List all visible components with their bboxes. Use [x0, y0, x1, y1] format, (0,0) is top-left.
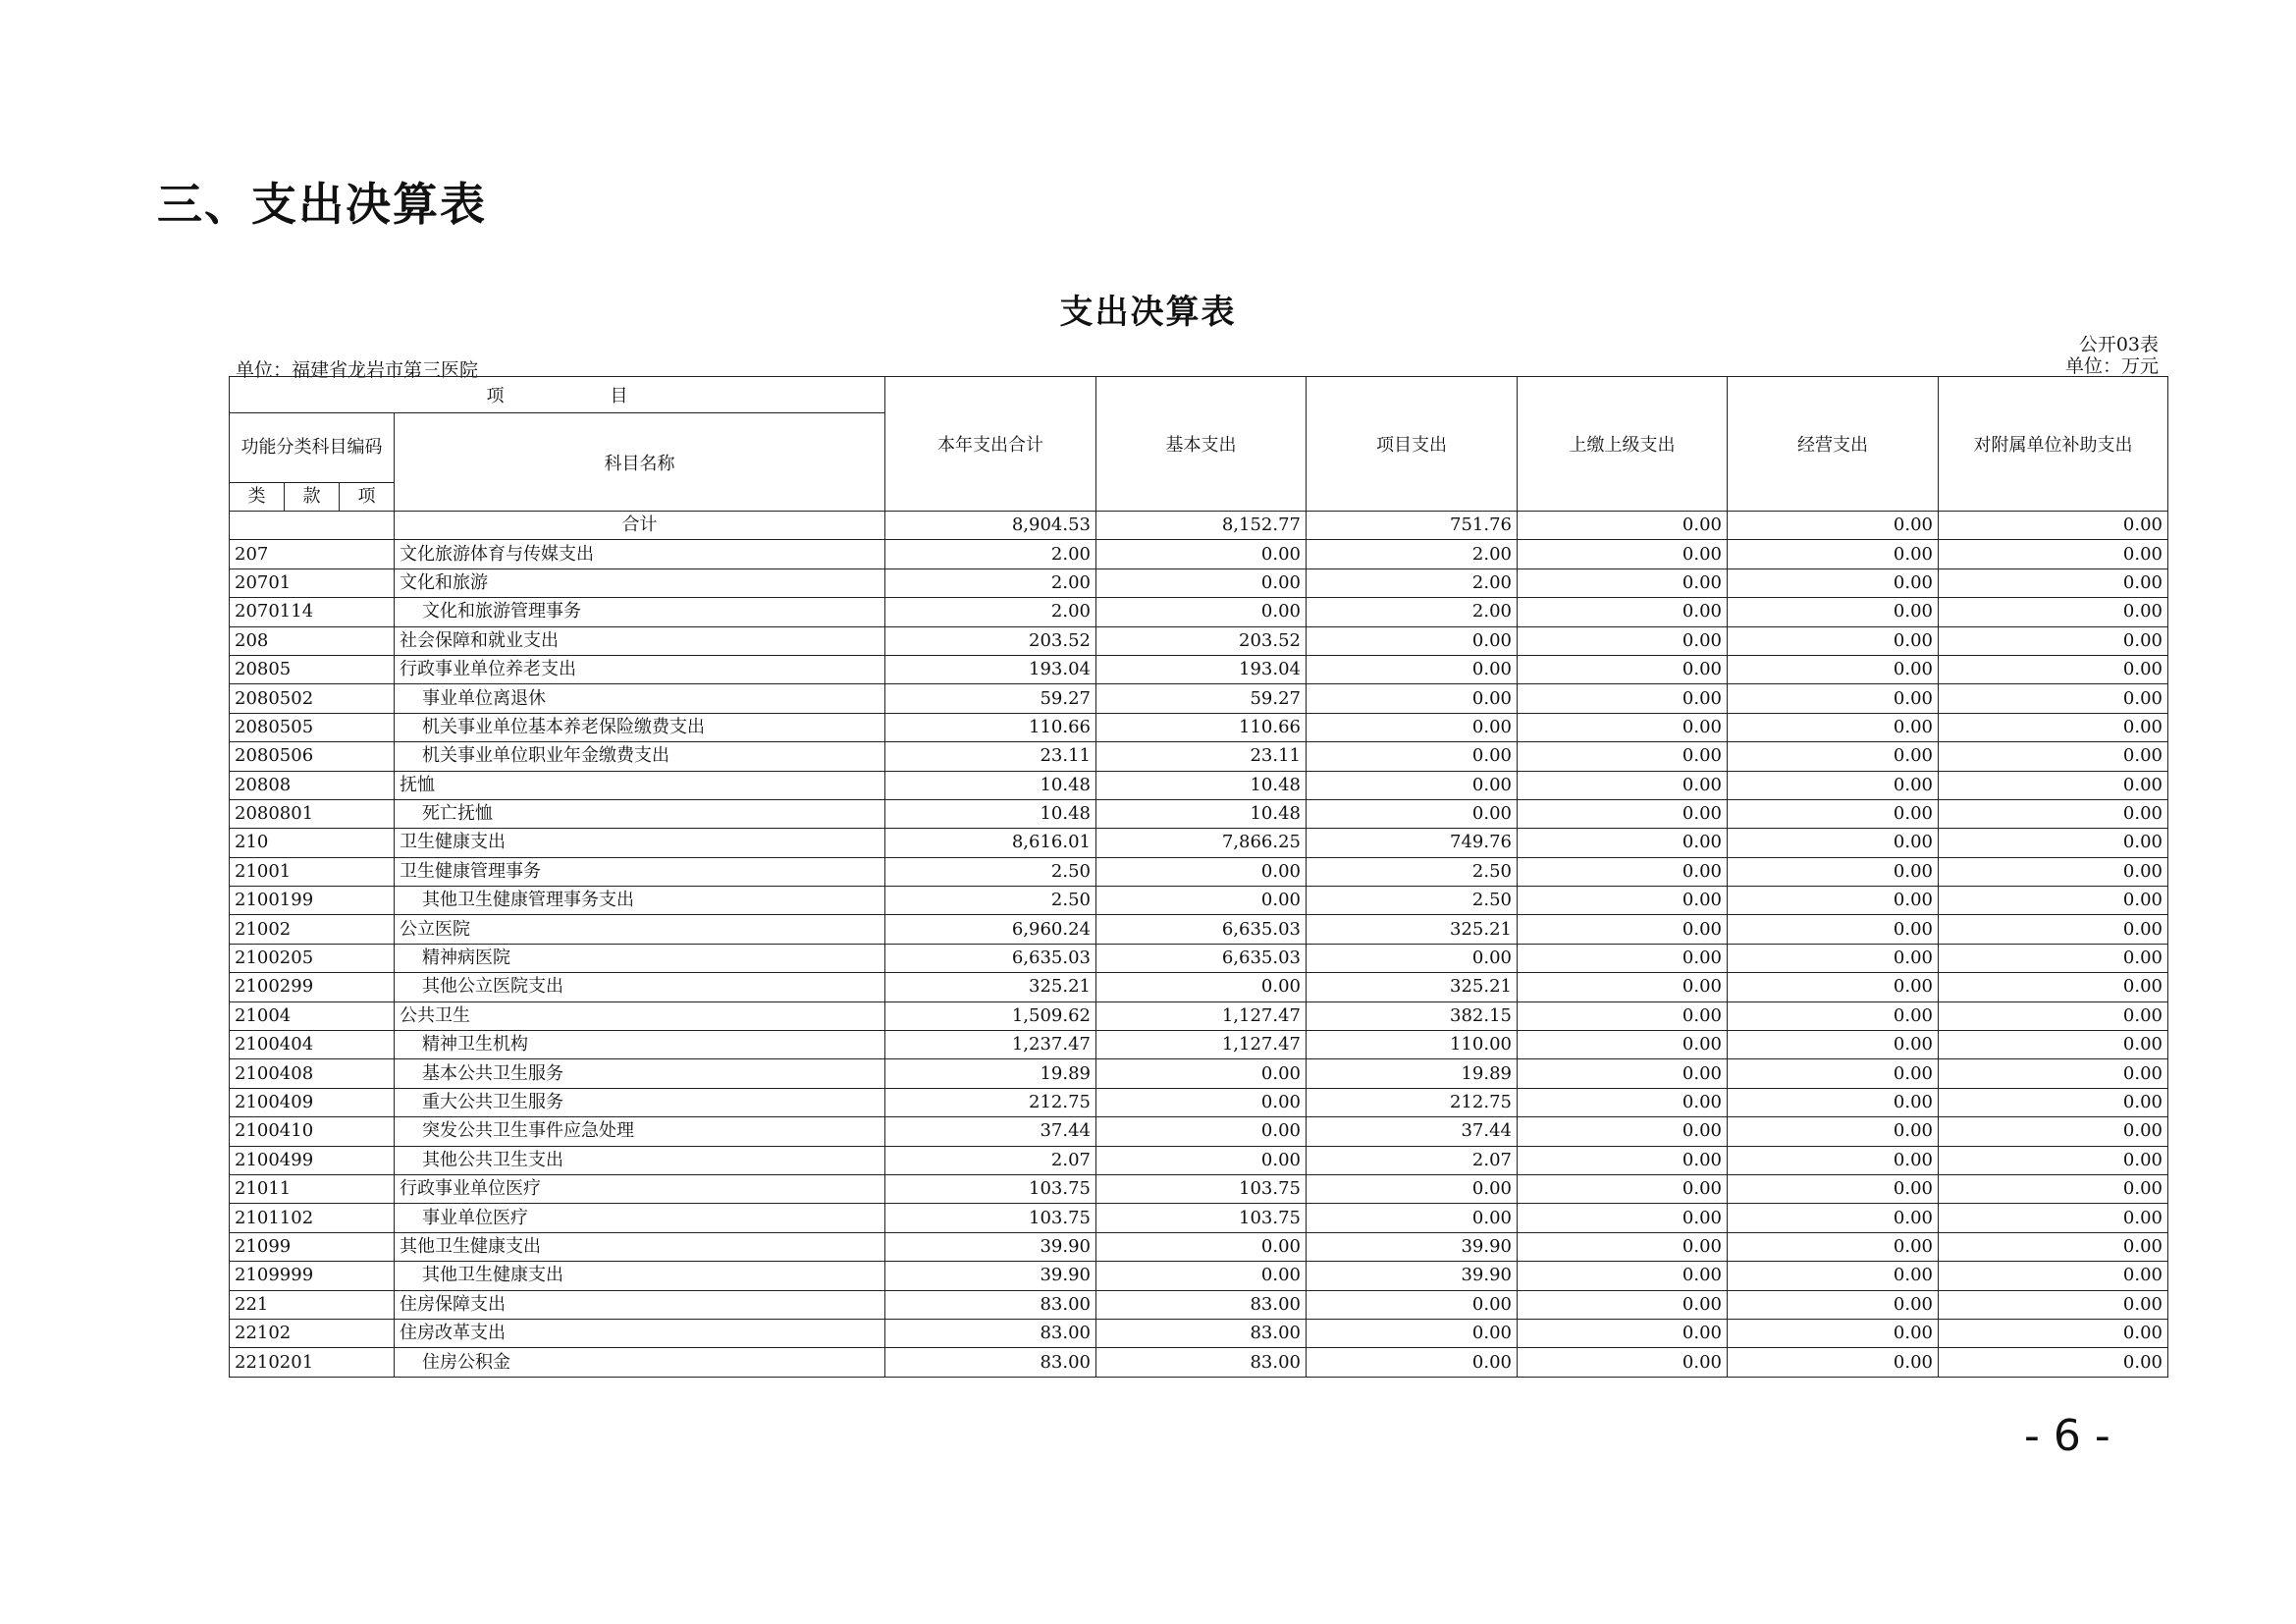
code-cell: 210: [230, 829, 395, 857]
value-cell: 0.00: [1518, 799, 1728, 828]
value-cell: 0.00: [1518, 1348, 1728, 1377]
value-cell: 0.00: [1939, 1319, 2168, 1347]
value-cell: 1,509.62: [885, 1001, 1096, 1030]
value-cell: 0.00: [1518, 829, 1728, 857]
code-cell: 2080502: [230, 684, 395, 713]
code-cell: 2080801: [230, 799, 395, 828]
table-row: [230, 915, 2168, 944]
form-code: 公开03表: [2078, 334, 2159, 355]
value-cell: 0.00: [1939, 1146, 2168, 1174]
value-cell: 0.00: [1518, 915, 1728, 944]
value-cell: 1,127.47: [1096, 1031, 1307, 1059]
table-row: [230, 1232, 2168, 1261]
table-row: [230, 1204, 2168, 1232]
table-row: [230, 568, 2168, 597]
value-cell: 0.00: [1939, 915, 2168, 944]
value-cell: 0.00: [1728, 915, 1939, 944]
value-cell: 0.00: [1939, 1001, 2168, 1030]
value-cell: 0.00: [1518, 1232, 1728, 1261]
value-cell: 0.00: [1939, 598, 2168, 626]
total-value: 0.00: [1728, 512, 1939, 540]
value-cell: 0.00: [1939, 1290, 2168, 1319]
value-cell: 0.00: [1939, 1262, 2168, 1290]
table-row: [230, 1290, 2168, 1319]
code-cell: 21099: [230, 1232, 395, 1261]
value-cell: 0.00: [1518, 540, 1728, 568]
col-header-subsidy: 对附属单位补助支出: [1939, 377, 2168, 512]
value-cell: 103.75: [885, 1174, 1096, 1203]
value-cell: 0.00: [1307, 1319, 1518, 1347]
value-cell: 23.11: [1096, 742, 1307, 771]
value-cell: 83.00: [885, 1290, 1096, 1319]
code-cell: 2100499: [230, 1146, 395, 1174]
value-cell: 0.00: [1096, 1059, 1307, 1088]
xiang-label: 项: [357, 486, 376, 507]
code-cell: 20808: [230, 771, 395, 799]
value-cell: 0.00: [1518, 1001, 1728, 1030]
expenditure-table: [229, 376, 2168, 1378]
value-cell: 0.00: [1518, 771, 1728, 799]
name-cell: 卫生健康管理事务: [395, 857, 885, 886]
code-cell: 21002: [230, 915, 395, 944]
value-cell: 0.00: [1939, 944, 2168, 972]
value-cell: 382.15: [1307, 1001, 1518, 1030]
value-cell: 0.00: [1518, 1088, 1728, 1116]
name-cell: 其他公共卫生支出: [395, 1146, 885, 1174]
value-cell: 0.00: [1307, 944, 1518, 972]
code-cell: 21004: [230, 1001, 395, 1030]
code-cell: 2100409: [230, 1088, 395, 1116]
value-cell: 6,635.03: [1096, 915, 1307, 944]
name-cell: 住房公积金: [395, 1348, 885, 1377]
value-cell: 0.00: [1939, 857, 2168, 886]
value-cell: 2.50: [885, 857, 1096, 886]
value-cell: 0.00: [1939, 1059, 2168, 1088]
item-header: 项 目: [230, 377, 885, 413]
value-cell: 0.00: [1939, 713, 2168, 741]
col-header-operating: 经营支出: [1728, 377, 1939, 512]
value-cell: 0.00: [1307, 655, 1518, 683]
name-col-header: 科目名称: [395, 413, 885, 512]
value-cell: 0.00: [1518, 887, 1728, 915]
value-cell: 10.48: [1096, 771, 1307, 799]
page-number: - 6 -: [2024, 1411, 2110, 1461]
table-row: [230, 829, 2168, 857]
table-row: [230, 1262, 2168, 1290]
table-row: [230, 887, 2168, 915]
total-value: 0.00: [1939, 512, 2168, 540]
value-cell: 0.00: [1939, 540, 2168, 568]
value-cell: 0.00: [1096, 1117, 1307, 1146]
value-cell: 0.00: [1728, 540, 1939, 568]
table-row: [230, 1348, 2168, 1377]
value-cell: 0.00: [1939, 887, 2168, 915]
code-cell: 21001: [230, 857, 395, 886]
value-cell: 0.00: [1096, 1232, 1307, 1261]
value-cell: 0.00: [1728, 742, 1939, 771]
value-cell: 0.00: [1939, 771, 2168, 799]
value-cell: 2.00: [885, 568, 1096, 597]
value-cell: 6,635.03: [885, 944, 1096, 972]
value-cell: 212.75: [1307, 1088, 1518, 1116]
value-cell: 2.00: [1307, 540, 1518, 568]
name-cell: 事业单位离退休: [395, 684, 885, 713]
value-cell: 0.00: [1939, 1088, 2168, 1116]
value-cell: 0.00: [1518, 1117, 1728, 1146]
value-cell: 0.00: [1728, 598, 1939, 626]
table-row: [230, 973, 2168, 1001]
value-cell: 2.07: [885, 1146, 1096, 1174]
table-row: [230, 1001, 2168, 1030]
section-heading: 三、支出决算表: [157, 178, 487, 231]
value-cell: 110.66: [1096, 713, 1307, 741]
value-cell: 23.11: [885, 742, 1096, 771]
value-cell: 0.00: [1096, 598, 1307, 626]
value-cell: 1,127.47: [1096, 1001, 1307, 1030]
code-cell: 20805: [230, 655, 395, 683]
col-header-remit: 上缴上级支出: [1518, 377, 1728, 512]
name-cell: 其他卫生健康管理事务支出: [395, 887, 885, 915]
code-cell: 2100410: [230, 1117, 395, 1146]
value-cell: 10.48: [885, 771, 1096, 799]
name-cell: 精神病医院: [395, 944, 885, 972]
value-cell: 193.04: [1096, 655, 1307, 683]
value-cell: 2.00: [885, 598, 1096, 626]
value-cell: 0.00: [1518, 1059, 1728, 1088]
table-row: [230, 742, 2168, 771]
value-cell: 0.00: [1939, 655, 2168, 683]
value-cell: 0.00: [1096, 857, 1307, 886]
value-cell: 325.21: [1307, 973, 1518, 1001]
value-cell: 0.00: [1728, 829, 1939, 857]
value-cell: 212.75: [885, 1088, 1096, 1116]
value-cell: 0.00: [1728, 1174, 1939, 1203]
value-cell: 0.00: [1307, 1174, 1518, 1203]
value-cell: 0.00: [1939, 1174, 2168, 1203]
value-cell: 0.00: [1939, 829, 2168, 857]
total-value: 8,152.77: [1096, 512, 1307, 540]
kuan-label: 款: [285, 483, 340, 511]
value-cell: 39.90: [1307, 1232, 1518, 1261]
name-cell: 其他卫生健康支出: [395, 1232, 885, 1261]
value-cell: 0.00: [1307, 1348, 1518, 1377]
value-cell: 0.00: [1518, 655, 1728, 683]
value-cell: 2.00: [1307, 598, 1518, 626]
value-cell: 2.07: [1307, 1146, 1518, 1174]
name-cell: 基本公共卫生服务: [395, 1059, 885, 1088]
code-cell: 2100404: [230, 1031, 395, 1059]
value-cell: 0.00: [1518, 713, 1728, 741]
value-cell: 193.04: [885, 655, 1096, 683]
code-cell: 2100205: [230, 944, 395, 972]
table-row: [230, 799, 2168, 828]
value-cell: 0.00: [1096, 1146, 1307, 1174]
value-cell: 83.00: [885, 1348, 1096, 1377]
code-col-header: 功能分类科目编码: [230, 413, 395, 483]
value-cell: 0.00: [1307, 1290, 1518, 1319]
value-cell: 2.50: [1307, 887, 1518, 915]
value-cell: 0.00: [1939, 973, 2168, 1001]
total-code-cell: [230, 512, 395, 540]
value-cell: 0.00: [1728, 568, 1939, 597]
value-cell: 0.00: [1939, 1232, 2168, 1261]
value-cell: 0.00: [1307, 1204, 1518, 1232]
table-row: [230, 626, 2168, 655]
code-cell: 2080506: [230, 742, 395, 771]
value-cell: 2.50: [885, 887, 1096, 915]
value-cell: 0.00: [1728, 1001, 1939, 1030]
code-cell: 2109999: [230, 1262, 395, 1290]
value-cell: 325.21: [885, 973, 1096, 1001]
table-row: [230, 540, 2168, 568]
table-body: [230, 512, 2168, 1378]
value-cell: 0.00: [1728, 1146, 1939, 1174]
value-cell: 103.75: [1096, 1204, 1307, 1232]
value-cell: 0.00: [1939, 626, 2168, 655]
value-cell: 0.00: [1728, 1262, 1939, 1290]
value-cell: 0.00: [1518, 568, 1728, 597]
value-cell: 0.00: [1939, 684, 2168, 713]
code-cell: 2100299: [230, 973, 395, 1001]
total-row: [230, 512, 2168, 540]
value-cell: 0.00: [1096, 540, 1307, 568]
name-cell: 机关事业单位职业年金缴费支出: [395, 742, 885, 771]
table-row: [230, 1146, 2168, 1174]
col-header-project: 项目支出: [1307, 377, 1518, 512]
value-cell: 83.00: [1096, 1319, 1307, 1347]
value-cell: 0.00: [1518, 1174, 1728, 1203]
value-cell: 10.48: [885, 799, 1096, 828]
value-cell: 0.00: [1728, 973, 1939, 1001]
name-cell: 行政事业单位养老支出: [395, 655, 885, 683]
name-cell: 文化旅游体育与传媒支出: [395, 540, 885, 568]
value-cell: 0.00: [1728, 1319, 1939, 1347]
value-cell: 2.00: [885, 540, 1096, 568]
value-cell: 110.00: [1307, 1031, 1518, 1059]
code-cell: 20701: [230, 568, 395, 597]
value-cell: 0.00: [1939, 1117, 2168, 1146]
value-cell: 0.00: [1939, 1204, 2168, 1232]
name-cell: 抚恤: [395, 771, 885, 799]
value-cell: 0.00: [1728, 1232, 1939, 1261]
value-cell: 37.44: [1307, 1117, 1518, 1146]
name-cell: 重大公共卫生服务: [395, 1088, 885, 1116]
value-cell: 103.75: [1096, 1174, 1307, 1203]
value-cell: 10.48: [1096, 799, 1307, 828]
value-cell: 0.00: [1096, 887, 1307, 915]
code-cell: 2080505: [230, 713, 395, 741]
value-cell: 39.90: [885, 1262, 1096, 1290]
value-cell: 0.00: [1307, 684, 1518, 713]
value-cell: 0.00: [1728, 771, 1939, 799]
value-cell: 83.00: [885, 1319, 1096, 1347]
value-cell: 0.00: [1728, 1348, 1939, 1377]
value-cell: 0.00: [1518, 973, 1728, 1001]
value-cell: 0.00: [1518, 1146, 1728, 1174]
org-label: 单位：福建省龙岩市第三医院: [236, 359, 479, 381]
total-value: 0.00: [1518, 512, 1728, 540]
unit-label: 单位：万元: [2064, 355, 2159, 377]
value-cell: 6,960.24: [885, 915, 1096, 944]
name-cell: 其他卫生健康支出: [395, 1262, 885, 1290]
table-row: [230, 857, 2168, 886]
value-cell: 0.00: [1518, 1319, 1728, 1347]
value-cell: 39.90: [885, 1232, 1096, 1261]
value-cell: 0.00: [1518, 1031, 1728, 1059]
value-cell: 83.00: [1096, 1290, 1307, 1319]
value-cell: 0.00: [1728, 1117, 1939, 1146]
name-cell: 死亡抚恤: [395, 799, 885, 828]
name-cell: 行政事业单位医疗: [395, 1174, 885, 1203]
name-cell: 精神卫生机构: [395, 1031, 885, 1059]
value-cell: 1,237.47: [885, 1031, 1096, 1059]
value-cell: 0.00: [1728, 1088, 1939, 1116]
name-cell: 文化和旅游: [395, 568, 885, 597]
value-cell: 0.00: [1518, 944, 1728, 972]
value-cell: 59.27: [885, 684, 1096, 713]
value-cell: 0.00: [1939, 799, 2168, 828]
col-header-basic: 基本支出: [1096, 377, 1307, 512]
code-cell: 208: [230, 626, 395, 655]
name-cell: 住房保障支出: [395, 1290, 885, 1319]
value-cell: 325.21: [1307, 915, 1518, 944]
value-cell: 749.76: [1307, 829, 1518, 857]
value-cell: 0.00: [1307, 713, 1518, 741]
value-cell: 19.89: [885, 1059, 1096, 1088]
value-cell: 0.00: [1728, 684, 1939, 713]
code-cell: 207: [230, 540, 395, 568]
col-header-total: 本年支出合计: [885, 377, 1096, 512]
value-cell: 203.52: [885, 626, 1096, 655]
table-row: [230, 944, 2168, 972]
name-cell: 社会保障和就业支出: [395, 626, 885, 655]
name-cell: 公共卫生: [395, 1001, 885, 1030]
table-row: [230, 684, 2168, 713]
value-cell: 0.00: [1939, 1031, 2168, 1059]
value-cell: 0.00: [1728, 1204, 1939, 1232]
value-cell: 203.52: [1096, 626, 1307, 655]
table-row: [230, 771, 2168, 799]
value-cell: 0.00: [1728, 1290, 1939, 1319]
value-cell: 0.00: [1728, 1059, 1939, 1088]
value-cell: 0.00: [1728, 1031, 1939, 1059]
value-cell: 0.00: [1939, 1348, 2168, 1377]
value-cell: 0.00: [1518, 1204, 1728, 1232]
value-cell: 0.00: [1518, 1262, 1728, 1290]
code-cell: 21011: [230, 1174, 395, 1203]
value-cell: 0.00: [1939, 742, 2168, 771]
value-cell: 0.00: [1307, 742, 1518, 771]
value-cell: 0.00: [1728, 655, 1939, 683]
code-cell: 22102: [230, 1319, 395, 1347]
total-value: 751.76: [1307, 512, 1518, 540]
value-cell: 0.00: [1307, 626, 1518, 655]
value-cell: 0.00: [1728, 944, 1939, 972]
table-row: [230, 1088, 2168, 1116]
value-cell: 110.66: [885, 713, 1096, 741]
code-cell: 2100199: [230, 887, 395, 915]
name-cell: 公立医院: [395, 915, 885, 944]
value-cell: 0.00: [1728, 799, 1939, 828]
value-cell: 2.50: [1307, 857, 1518, 886]
name-cell: 事业单位医疗: [395, 1204, 885, 1232]
value-cell: 0.00: [1728, 626, 1939, 655]
value-cell: 0.00: [1518, 684, 1728, 713]
value-cell: 0.00: [1096, 568, 1307, 597]
code-cell: 2210201: [230, 1348, 395, 1377]
name-cell: 卫生健康支出: [395, 829, 885, 857]
name-cell: 机关事业单位基本养老保险缴费支出: [395, 713, 885, 741]
value-cell: 39.90: [1307, 1262, 1518, 1290]
value-cell: 0.00: [1518, 626, 1728, 655]
lei-kuan-xiang-header: [230, 483, 395, 512]
table-row: [230, 1031, 2168, 1059]
name-cell: 突发公共卫生事件应急处理: [395, 1117, 885, 1146]
value-cell: 0.00: [1728, 887, 1939, 915]
value-cell: 0.00: [1307, 799, 1518, 828]
name-cell: 住房改革支出: [395, 1319, 885, 1347]
table-title: 支出决算表: [1059, 293, 1237, 332]
value-cell: 19.89: [1307, 1059, 1518, 1088]
name-cell: 其他公立医院支出: [395, 973, 885, 1001]
value-cell: 0.00: [1096, 1262, 1307, 1290]
name-cell: 文化和旅游管理事务: [395, 598, 885, 626]
code-cell: 2100408: [230, 1059, 395, 1088]
total-value: 8,904.53: [885, 512, 1096, 540]
value-cell: 0.00: [1096, 973, 1307, 1001]
value-cell: 37.44: [885, 1117, 1096, 1146]
value-cell: 8,616.01: [885, 829, 1096, 857]
value-cell: 0.00: [1518, 598, 1728, 626]
value-cell: 0.00: [1307, 771, 1518, 799]
table-row: [230, 1117, 2168, 1146]
value-cell: 6,635.03: [1096, 944, 1307, 972]
table-row: [230, 1319, 2168, 1347]
value-cell: 0.00: [1939, 568, 2168, 597]
value-cell: 7,866.25: [1096, 829, 1307, 857]
value-cell: 59.27: [1096, 684, 1307, 713]
value-cell: 0.00: [1518, 1290, 1728, 1319]
code-cell: 221: [230, 1290, 395, 1319]
value-cell: 0.00: [1728, 713, 1939, 741]
lei-label: 类: [230, 483, 285, 511]
value-cell: 0.00: [1518, 742, 1728, 771]
value-cell: 103.75: [885, 1204, 1096, 1232]
table-row: [230, 655, 2168, 683]
value-cell: 0.00: [1728, 857, 1939, 886]
value-cell: 0.00: [1096, 1088, 1307, 1116]
code-cell: 2101102: [230, 1204, 395, 1232]
value-cell: 2.00: [1307, 568, 1518, 597]
table-row: [230, 1059, 2168, 1088]
code-cell: 2070114: [230, 598, 395, 626]
value-cell: 83.00: [1096, 1348, 1307, 1377]
table-row: [230, 713, 2168, 741]
total-label: 合计: [395, 512, 885, 540]
table-row: [230, 598, 2168, 626]
value-cell: 0.00: [1518, 857, 1728, 886]
table-row: [230, 1174, 2168, 1203]
